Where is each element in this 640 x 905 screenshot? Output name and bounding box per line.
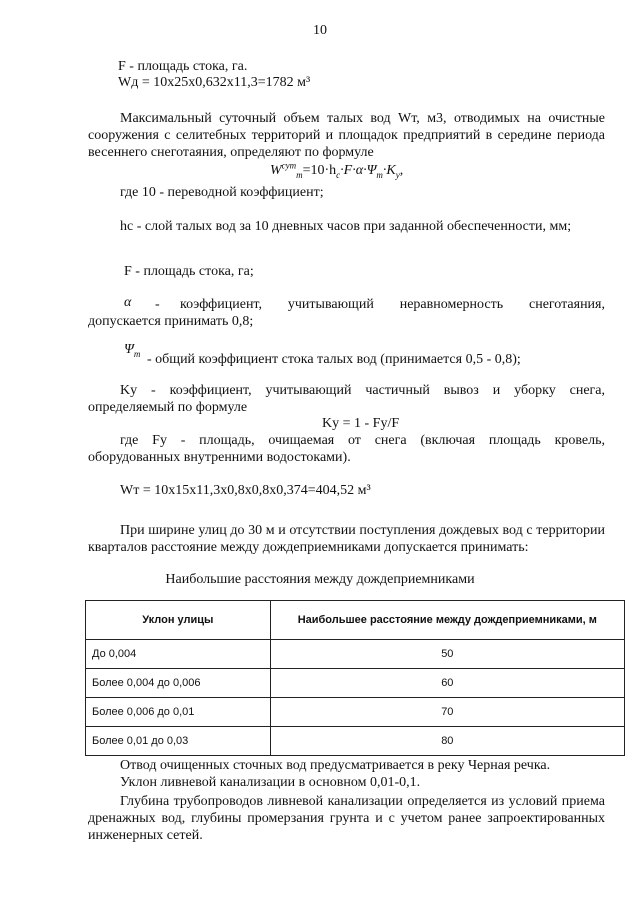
table-cell-distance: 60 (270, 669, 624, 698)
psi-subscript: т (133, 348, 141, 359)
table-header-slope: Уклон улицы (86, 601, 271, 640)
drain-distance-table (85, 600, 625, 756)
table-cell-distance: 80 (270, 727, 624, 756)
line-f-area: F - площадь стока, га. (118, 59, 248, 74)
formula-k-sub: y (395, 169, 400, 180)
alpha-symbol: α (124, 295, 132, 310)
line-slope: Уклон ливневой канализации в основном 0,01-0,1. (120, 775, 421, 790)
table-header-row (86, 601, 625, 640)
line-f-area-2: F - площадь стока, га; (124, 264, 254, 279)
paragraph-depth: Глубина трубопроводов ливневой канализации определяется из условий приема дренажных вод, глубины промерзания грунта и с учетом ранее запроектированных инженерных сетей. (88, 794, 605, 843)
page-number: 10 (313, 23, 327, 38)
table-cell-slope: До 0,004 (86, 640, 271, 669)
table-row (86, 640, 625, 669)
formula-lhs: W (270, 163, 282, 178)
table-row (86, 727, 625, 756)
formula-wt (270, 162, 403, 179)
formula-rhs: =10·h (302, 163, 337, 178)
table-cell-slope: Более 0,01 до 0,03 (86, 727, 271, 756)
alpha-dash: - (155, 297, 160, 312)
table-cell-slope: Более 0,006 до 0,01 (86, 698, 271, 727)
psi-symbol (124, 341, 140, 358)
formula-mid: ·F·α·Ψ (340, 163, 377, 178)
table-row (86, 669, 625, 698)
table-cell-slope: Более 0,004 до 0,006 (86, 669, 271, 698)
paragraph-ky: Ky - коэффициент, учитывающий частичный вывоз и уборку снега, определяемый по формуле (88, 383, 605, 415)
line-psi: - общий коэффициент стока талых вод (принимается 0,5 - 0,8); (147, 352, 521, 367)
table-header-distance: Наибольшее расстояние между дождеприемниками, м (270, 601, 624, 640)
paragraph-hc: hc - слой талых вод за 10 дневных часов при заданной обеспеченности, мм; (120, 219, 572, 234)
paragraph-fy: где Fy - площадь, очищаемая от снега (включая площадь кровель, оборудованных внутренними водостоками). (88, 433, 605, 465)
formula-tail: , (399, 163, 404, 178)
line-wd-calc: Wд = 10x25x0,632x11,3=1782 м³ (118, 75, 311, 90)
line-outlet: Отвод очищенных сточных вод предусматривается в реку Черная речка. (120, 758, 551, 773)
formula-ky: Ky = 1 - Fy/F (322, 416, 400, 431)
paragraph-alpha: коэффициент, учитывающий неравномерность снеготаяния, допускается принимать 0,8; (88, 297, 605, 329)
table-cell-distance: 50 (270, 640, 624, 669)
formula-h-sub: c (336, 169, 341, 180)
formula-psi-sub: т (376, 169, 383, 180)
formula-lhs-sup: сут (281, 160, 297, 171)
paragraph-streets: При ширине улиц до 30 м и отсутствии поступления дождевых вод с территории кварталов расстояние между дождеприемниками допускается принимать: (88, 523, 605, 555)
table-cell-distance: 70 (270, 698, 624, 727)
psi-letter: Ψ (124, 342, 134, 357)
paragraph-intro: Максимальный суточный объем талых вод Wт, м3, отводимых на очистные сооружения с селитебных территорий и площадок предприятий в середине периода весеннего снеготаяния, определяют по формуле (88, 111, 605, 160)
formula-lhs-sub: т (296, 169, 303, 180)
table-row (86, 698, 625, 727)
formula-end: ·K (382, 163, 396, 178)
table-caption: Наибольшие расстояния между дождеприемниками (165, 572, 475, 587)
line-wt-calc: Wт = 10x15x11,3x0,8x0,8x0,374=404,52 м³ (120, 483, 371, 498)
line-where-10: где 10 - переводной коэффициент; (120, 185, 324, 200)
